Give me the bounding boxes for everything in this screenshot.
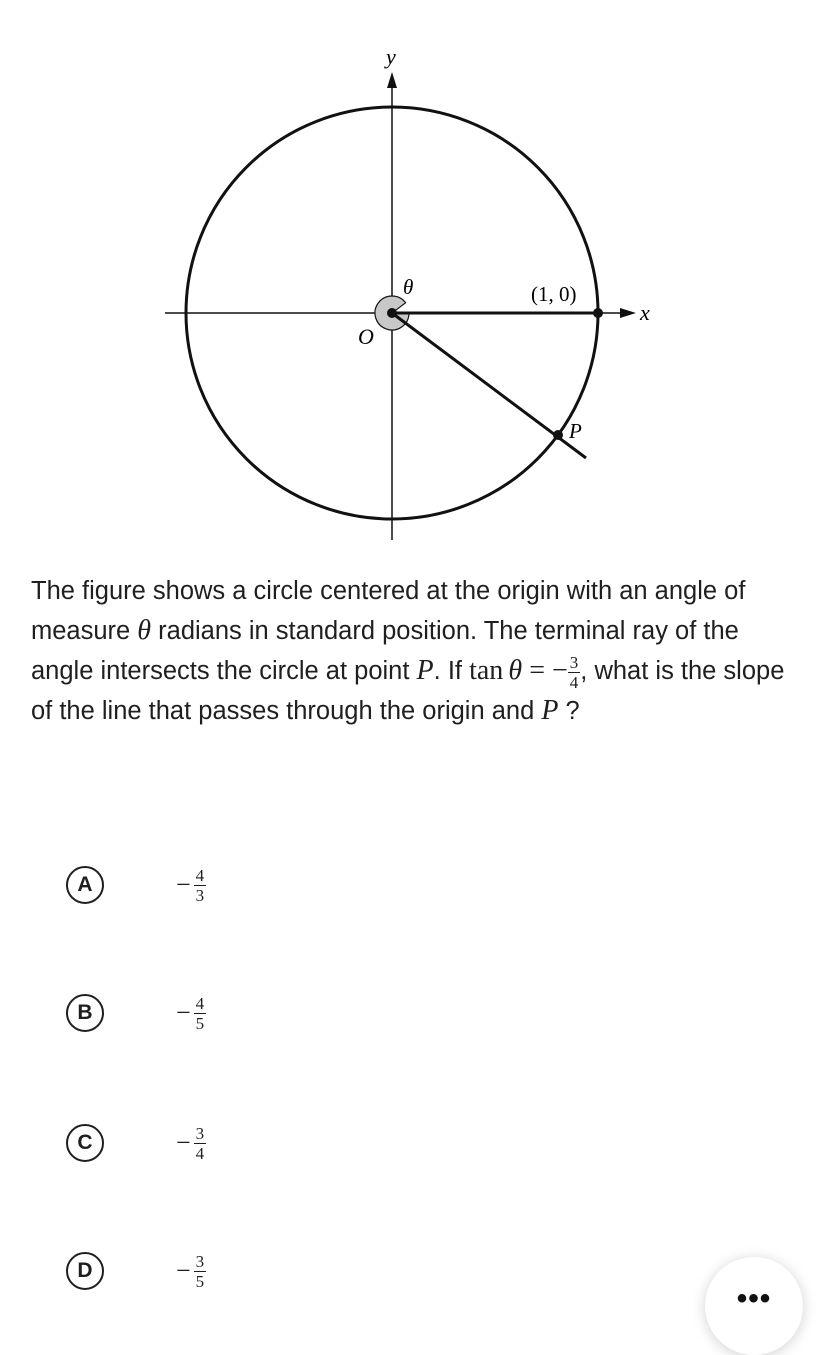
- choice-d-denominator: 5: [195, 1271, 205, 1291]
- choice-d-sign: −: [176, 1256, 191, 1285]
- y-axis-label: y: [386, 44, 396, 69]
- point-1-0: [593, 308, 603, 318]
- choice-a-value: [176, 867, 206, 904]
- x-axis-label: x: [640, 300, 650, 325]
- choice-c-denominator: 4: [195, 1143, 205, 1163]
- unit-circle-figure: [0, 0, 828, 560]
- theta-symbol: θ: [137, 615, 152, 646]
- choice-a[interactable]: [66, 862, 366, 908]
- choice-c-value: [176, 1125, 206, 1162]
- unit-circle-svg: [0, 0, 828, 560]
- choice-c-fraction: [194, 1125, 207, 1162]
- choice-b-letter: B: [66, 994, 104, 1032]
- theta-symbol-2: θ: [508, 655, 523, 686]
- fraction-denominator: 4: [569, 672, 579, 692]
- question-part-4: , what is the slope of the line that passes through the origin and: [31, 657, 785, 725]
- choice-a-sign: −: [176, 870, 191, 899]
- question-part-2: radians in standard position. The terminal ray of the angle intersects the circle at point: [31, 617, 739, 685]
- fraction-numerator: 3: [569, 652, 579, 672]
- choice-a-denominator: 3: [195, 885, 205, 905]
- choice-c[interactable]: [66, 1120, 366, 1166]
- choice-a-numerator: 4: [195, 865, 205, 885]
- angle-label: θ: [403, 275, 414, 299]
- question-part-5: ?: [558, 697, 580, 725]
- x-axis-arrow-icon: [620, 308, 636, 318]
- y-axis-arrow-icon: [387, 72, 397, 88]
- point-p-symbol-2: P: [541, 695, 559, 726]
- choice-c-letter: C: [66, 1124, 104, 1162]
- question-part-3: . If: [433, 657, 470, 685]
- choice-c-numerator: 3: [195, 1123, 205, 1143]
- origin-point: [387, 308, 397, 318]
- tan-value-fraction: [568, 654, 581, 691]
- choice-d-fraction: [194, 1253, 207, 1290]
- point-1-0-label: (1, 0): [531, 282, 577, 306]
- choice-d[interactable]: [66, 1248, 366, 1294]
- more-horizontal-icon: •••: [736, 1282, 772, 1315]
- choice-d-letter: D: [66, 1252, 104, 1290]
- question-part-1: The figure shows a circle centered at the origin with an angle of measure: [31, 577, 746, 645]
- choice-d-value: [176, 1253, 206, 1290]
- choice-b-value: [176, 995, 206, 1032]
- choice-b-denominator: 5: [195, 1013, 205, 1033]
- equals-sign: = −: [522, 655, 568, 686]
- question-text: [31, 572, 801, 731]
- choice-b-sign: −: [176, 998, 191, 1027]
- choice-b-fraction: [194, 995, 207, 1032]
- more-options-button[interactable]: [705, 1257, 803, 1355]
- choice-a-letter: A: [66, 866, 104, 904]
- point-p-label: P: [569, 419, 582, 443]
- choice-b[interactable]: [66, 990, 366, 1036]
- point-p-symbol: P: [416, 655, 434, 686]
- choice-d-numerator: 3: [195, 1251, 205, 1271]
- point-p: [553, 430, 563, 440]
- origin-label: O: [358, 324, 374, 349]
- choice-c-sign: −: [176, 1128, 191, 1157]
- tan-function: tan: [469, 655, 504, 686]
- choice-a-fraction: [194, 867, 207, 904]
- choice-b-numerator: 4: [195, 993, 205, 1013]
